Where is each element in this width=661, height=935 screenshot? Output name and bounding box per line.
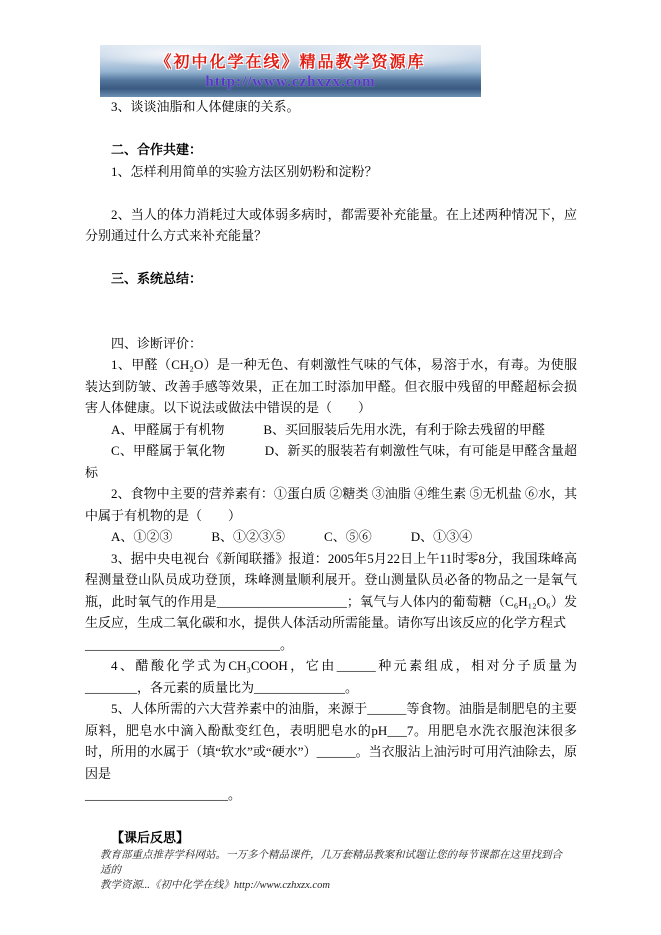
paragraph: 5、人体所需的六大营养素中的油脂，来源于______等食物。油脂是制肥皂的主要原料，肥皂水中滴入酚酞变红色，表明肥皂水的pH___7。用肥皂水洗衣服泡沫很多时，所用的水属于（填“软水”或“硬水”）______。当衣服沾上油污时可用汽油除去，原因是 xyxy=(85,701,577,781)
paragraph: A、①②③ B、①②③⑤ C、⑤⑥ D、①③④ xyxy=(111,529,473,544)
paragraph: 四、诊断评价： xyxy=(111,335,203,351)
page-footer xyxy=(100,848,570,893)
paragraph: 1、甲醛（CH₂O）是一种无色、有刺激性气味的气体，易溶于水，有毒。为使服装达到防皱、改善手感等效果，正在加工时添加甲醛。但衣服中残留的甲醛超标会损害人体健康。以下说法或做法中错误的是（ ） xyxy=(85,357,577,415)
paragraph: 2、当人的体力消耗过大或体弱多病时，都需要补充能量。在上述两种情况下，应分别通过什么方式来补充能量？ xyxy=(85,206,577,243)
footer-line-2: 教学资源...《初中化学在线》http://www.czhxzx.com xyxy=(100,880,330,891)
header-banner xyxy=(100,45,481,97)
paragraph: ______________________。 xyxy=(85,787,242,802)
paragraph: 1、怎样利用简单的实验方法区别奶粉和淀粉？ xyxy=(111,163,378,179)
paragraph: 2、食物中主要的营养素有：①蛋白质 ②糖类 ③油脂 ④维生素 ⑤无机盐 ⑥水，其中属于有机物的是（ ） xyxy=(85,486,577,523)
banner-url-text: http://www.czhxzx.com xyxy=(205,74,376,90)
banner-title: 《初中化学在线》精品教学资源库 xyxy=(155,54,426,71)
paragraph: A、甲醛属于有机物 B、买回服装后先用水洗，有利于除去残留的甲醛 xyxy=(111,421,546,437)
section-heading: 二、合作共建： xyxy=(111,142,203,157)
paragraph: 3、谈谈油脂和人体健康的关系。 xyxy=(111,99,300,114)
paragraph: 4、醋酸化学式为CH₃COOH，它由______种元素组成，相对分子质量为________，各元素的质量比为______________。 xyxy=(85,658,577,695)
paragraph: ______________________________。 xyxy=(85,636,294,652)
paragraph: 3、据中央电视台《新闻联播》报道：2005年5月22日上午11时零8分，我国珠峰高程测量登山队员成功登顶，珠峰测量顺利展开。登山测量队员必备的物品之一是氧气瓶，此时氧气的作用是____________________；氧气与人体内的葡萄糖（C₆H₁₂O₆）发生反应，生成二氧化碳和水，提供人体活动所需能量。请你写出该反应的化学方程式 xyxy=(85,550,577,630)
footer-line-1: 教育部重点推荐学科网站。一万多个精品课件，几万套精品教案和试题让您的每节课都在这里找到合适的 xyxy=(100,850,562,876)
document-body xyxy=(85,96,577,849)
section-heading: 三、系统总结： xyxy=(111,271,203,286)
paragraph: C、甲醛属于氧化物 D、新买的服装若有刺激性气味，有可能是甲醛含量超标 xyxy=(85,443,577,480)
section-heading: 【课后反思】 xyxy=(111,830,190,845)
